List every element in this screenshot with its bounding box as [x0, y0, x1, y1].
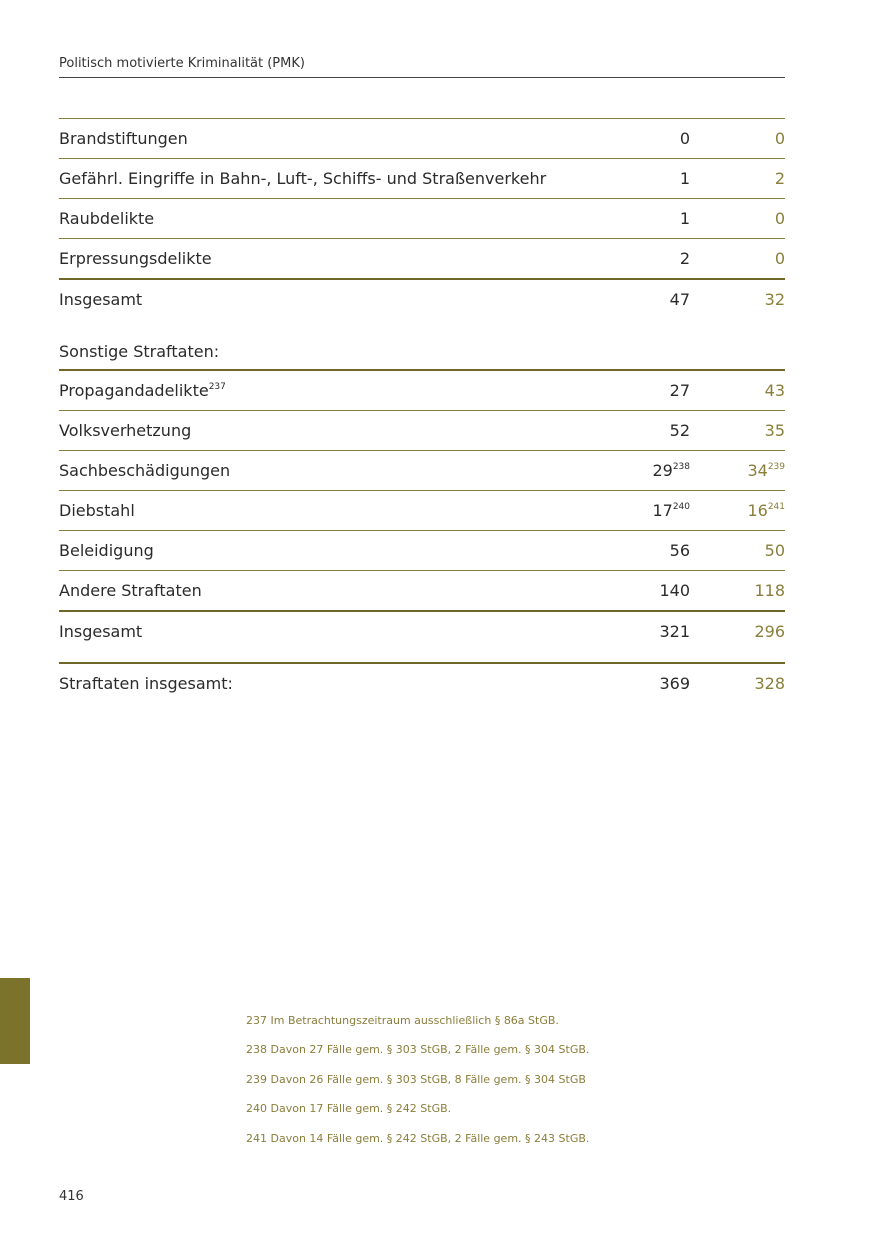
footnote-ref: 240	[672, 502, 690, 512]
value-col-2: 0	[774, 129, 785, 148]
value-col-1: $29^{238}$	[652, 461, 690, 480]
section-title: Sonstige Straftaten:	[59, 342, 220, 361]
offense-table-2	[59, 369, 785, 651]
value-col-1: 56	[669, 541, 690, 560]
value-col-1: 1	[679, 209, 690, 228]
row-label: Propagandadelikte$^{237}$	[59, 381, 226, 400]
footnote: 239 Davon 26 Fälle gem. § 303 StGB, 8 Fälle gem. § 304 StGB	[246, 1072, 586, 1086]
footnote: 240 Davon 17 Fälle gem. § 242 StGB.	[246, 1102, 452, 1116]
row-label: Beleidigung	[59, 541, 154, 560]
value-col-2: 0	[774, 209, 785, 228]
value-col-2: 118	[754, 581, 785, 600]
footnote: 241 Davon 14 Fälle gem. § 242 StGB, 2 Fälle gem. § 243 StGB.	[246, 1131, 590, 1145]
value-col-1: 1	[679, 169, 690, 188]
value-col-1: 2	[679, 249, 690, 268]
value-col-2: 35	[764, 421, 785, 440]
row-label: Raubdelikte	[59, 209, 155, 228]
value-col-1: 369	[659, 674, 690, 693]
grand-total-row	[59, 662, 785, 703]
footnote-ref: 239	[767, 462, 785, 472]
grand-total-table	[59, 662, 785, 703]
value-col-2: 2	[774, 169, 785, 188]
row-label: Volksverhetzung	[59, 421, 192, 440]
row-label: Gefährl. Eingriffe in Bahn-, Luft-, Schiffs- und Straßenverkehr	[59, 169, 547, 188]
table-row	[59, 369, 785, 411]
value-col-2: 296	[754, 622, 785, 641]
value-col-2: 328	[754, 674, 785, 693]
value-col-1: 27	[669, 381, 690, 400]
value-col-1: $17^{240}$	[652, 501, 690, 520]
footnote: 237 Im Betrachtungszeitraum ausschließlich § 86a StGB.	[246, 1014, 559, 1027]
row-label: Brandstiftungen	[59, 129, 188, 148]
value-col-2: 0	[774, 249, 785, 268]
page-header: Politisch motivierte Kriminalität (PMK)	[59, 56, 785, 78]
row-label: Insgesamt	[59, 290, 143, 309]
total-row	[59, 612, 785, 651]
total-row	[59, 280, 785, 319]
row-label: Andere Straftaten	[59, 581, 202, 600]
table-row	[59, 531, 785, 571]
table-row	[59, 199, 785, 239]
table-row	[59, 571, 785, 612]
row-label: Straftaten insgesamt:	[59, 674, 233, 693]
table-row	[59, 451, 785, 491]
row-label: Diebstahl	[59, 501, 135, 520]
row-label: Erpressungsdelikte	[59, 249, 212, 268]
value-col-2: $16^{241}$	[747, 501, 785, 520]
value-col-1: 140	[659, 581, 690, 600]
row-label: Sachbeschädigungen	[59, 461, 231, 480]
value-col-2: 50	[764, 541, 785, 560]
page-number: 416	[59, 1189, 84, 1204]
value-col-2: 32	[764, 290, 785, 309]
table-row	[59, 491, 785, 531]
footnote: 238 Davon 27 Fälle gem. § 303 StGB, 2 Fälle gem. § 304 StGB.	[246, 1043, 590, 1057]
row-label: Insgesamt	[59, 622, 143, 641]
offense-table-1	[59, 118, 785, 319]
table-row	[59, 159, 785, 199]
value-col-1: 47	[669, 290, 690, 309]
table-row	[59, 239, 785, 280]
value-col-1: 321	[659, 622, 690, 641]
chapter-tab	[0, 978, 30, 1064]
value-col-2: $34^{239}$	[747, 461, 785, 480]
table-row	[59, 118, 785, 159]
footnotes	[246, 1014, 589, 1161]
footnote-ref: 241	[767, 502, 785, 512]
value-col-1: 0	[679, 129, 690, 148]
footnote-ref: 237	[208, 382, 226, 392]
footnote-ref: 238	[672, 462, 690, 472]
value-col-2: 43	[764, 381, 785, 400]
table-row	[59, 411, 785, 451]
value-col-1: 52	[669, 421, 690, 440]
